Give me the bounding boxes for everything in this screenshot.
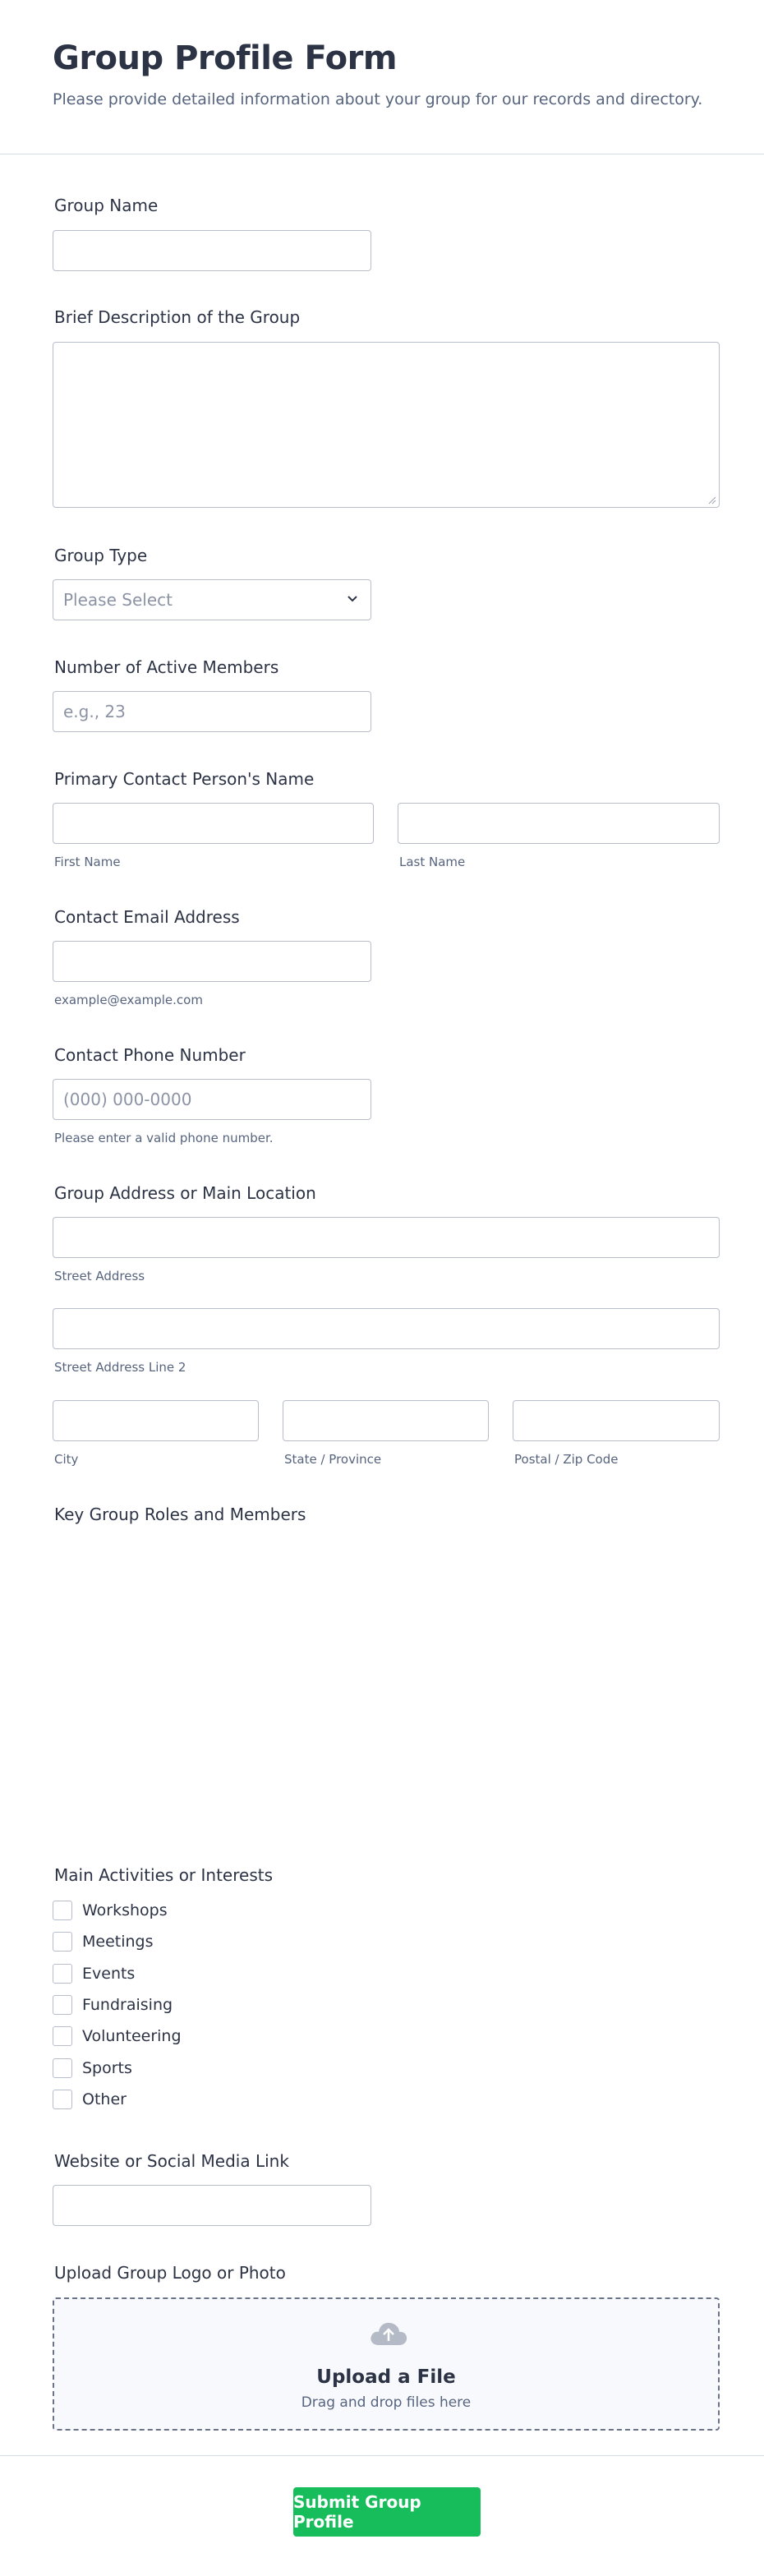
city-sublabel: City [54,1452,79,1467]
checkbox-label: Sports [82,2059,132,2077]
checkbox-label: Events [82,1965,136,1983]
state-input[interactable] [283,1400,489,1441]
website-input[interactable] [53,2185,371,2226]
group-type-select[interactable] [53,579,371,620]
street-address-line2-input[interactable] [53,1308,720,1349]
checkbox-option-meetings[interactable] [53,1931,154,1952]
checkbox-label: Fundraising [82,1996,173,2014]
zip-input[interactable] [513,1400,720,1441]
website-label: Website or Social Media Link [54,2151,289,2171]
footer-divider [0,2455,764,2456]
checkbox-label: Workshops [82,1901,168,1919]
group-name-label: Group Name [54,196,159,215]
street-address-input[interactable] [53,1217,720,1258]
group-type-placeholder: Please Select [63,590,173,610]
checkbox[interactable] [53,1964,72,1984]
active-members-input[interactable] [53,691,371,732]
contact-phone-placeholder: (000) 000-0000 [63,1090,192,1109]
first-name-sublabel: First Name [54,855,121,869]
active-members-placeholder: e.g., 23 [63,702,126,721]
cloud-upload-icon [368,2317,409,2350]
city-input[interactable] [53,1400,259,1441]
checkbox-label: Other [82,2090,127,2108]
checkbox[interactable] [53,2058,72,2078]
checkbox[interactable] [53,1932,72,1952]
checkbox-option-events[interactable] [53,1963,135,1984]
form-title: Group Profile Form [53,39,398,77]
street-address-sublabel: Street Address [54,1269,145,1283]
group-type-label: Group Type [54,546,148,565]
file-upload-dropzone[interactable] [53,2297,720,2431]
key-roles-label: Key Group Roles and Members [54,1505,306,1524]
checkbox[interactable] [53,2090,72,2109]
checkbox-option-other[interactable] [53,2089,127,2110]
checkbox-option-volunteering[interactable] [53,2025,182,2047]
active-members-label: Number of Active Members [54,657,279,677]
contact-phone-input[interactable] [53,1079,371,1120]
contact-email-sublabel: example@example.com [54,993,203,1007]
submit-button[interactable]: Submit Group Profile [293,2487,481,2537]
upload-subtitle: Drag and drop files here [301,2394,472,2411]
form-subtitle: Please provide detailed information about your group for our records and directory. [53,90,703,108]
state-sublabel: State / Province [284,1452,382,1467]
chevron-down-icon [346,592,359,605]
contact-phone-sublabel: Please enter a valid phone number. [54,1131,274,1145]
street-address-line2-sublabel: Street Address Line 2 [54,1360,186,1375]
upload-label: Upload Group Logo or Photo [54,2263,286,2283]
checkbox[interactable] [53,1901,72,1920]
checkbox-option-workshops[interactable] [53,1900,168,1921]
checkbox-label: Volunteering [82,2027,182,2045]
checkbox[interactable] [53,2026,72,2046]
contact-name-label: Primary Contact Person's Name [54,769,315,789]
key-roles-widget-area [53,1537,720,1841]
upload-title: Upload a File [316,2366,456,2388]
first-name-input[interactable] [53,803,374,844]
group-name-input[interactable] [53,230,371,271]
contact-email-input[interactable] [53,941,371,982]
last-name-input[interactable] [398,803,720,844]
checkbox[interactable] [53,1995,72,2015]
activities-label: Main Activities or Interests [54,1865,274,1885]
zip-sublabel: Postal / Zip Code [514,1452,619,1467]
description-label: Brief Description of the Group [54,307,301,327]
contact-email-label: Contact Email Address [54,907,240,927]
description-textarea[interactable] [53,342,720,508]
checkbox-label: Meetings [82,1933,154,1951]
checkbox-option-sports[interactable] [53,2058,132,2079]
last-name-sublabel: Last Name [399,855,466,869]
checkbox-option-fundraising[interactable] [53,1994,173,2016]
contact-phone-label: Contact Phone Number [54,1045,246,1065]
address-label: Group Address or Main Location [54,1183,316,1203]
resize-handle-icon[interactable] [708,496,716,505]
